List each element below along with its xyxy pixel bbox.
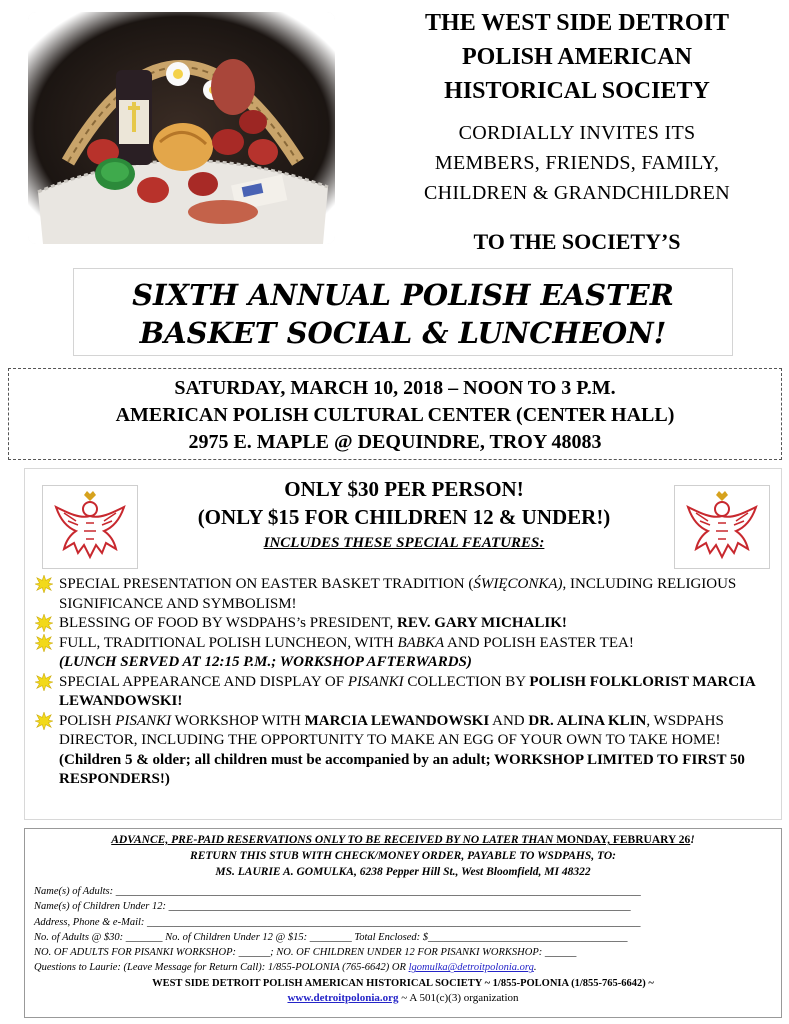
return-instructions: RETURN THIS STUB WITH CHECK/MONEY ORDER, PAYABLE TO WSDPAHS, TO: [190, 850, 616, 862]
list-item: POLISH PISANKI WORKSHOP WITH MARCIA LEWANDOWSKI AND DR. ALINA KLIN, WSDPAHS DIRECTOR, INCLUDING THE OPPORTUNITY TO MAKE AN EGG OF YOUR OWN TO TAKE HOME! (Children 5 & older; all children must be accompanied by an adult; WORKSHOP LIMITED TO FIRST 50 RESPONDERS!) [33, 712, 778, 790]
mailing-address: MS. LAURIE A. GOMULKA, 6238 Pepper Hill St., West Bloomfield, MI 48322 [215, 866, 591, 878]
pricing-features-box [24, 468, 782, 820]
stub-header [25, 832, 781, 880]
adults-names-field[interactable]: Name(s) of Adults: ____________________________________________________________________________________________________ [34, 886, 641, 897]
website-line: www.detroitpolonia.org ~ A 501(c)(3) organization [287, 991, 519, 1004]
pricing [25, 475, 783, 553]
reservation-stub [24, 828, 782, 1018]
starburst-bullet-icon [35, 575, 53, 593]
polish-eagle-icon [42, 485, 138, 569]
workshop-count-field[interactable]: NO. OF ADULTS FOR PISANKI WORKSHOP: ______; NO. OF CHILDREN UNDER 12 FOR PISANKI WORKSHOP: ______ [34, 947, 577, 959]
event-venue: AMERICAN POLISH CULTURAL CENTER (CENTER HALL) [115, 404, 675, 426]
child-price: (ONLY $15 FOR CHILDREN 12 & UNDER!) [197, 505, 611, 529]
organization-name: THE WEST SIDE DETROIT POLISH AMERICAN HISTORICAL SOCIETY [425, 10, 729, 104]
society-contact-footer: WEST SIDE DETROIT POLISH AMERICAN HISTORICAL SOCIETY ~ 1/855-POLONIA (1/855-765-6642) ~ [152, 977, 654, 989]
features-heading: INCLUDES THESE SPECIAL FEATURES: [263, 535, 545, 551]
starburst-bullet-icon [35, 634, 53, 652]
starburst-bullet-icon [35, 712, 53, 730]
easter-basket-photo [28, 12, 335, 244]
event-details [8, 368, 782, 460]
polish-eagle-icon [674, 485, 770, 569]
adult-price: ONLY $30 PER PERSON! [284, 477, 524, 501]
stub-form [25, 884, 781, 976]
questions-line: Questions to Laurie: (Leave Message for Return Call): 1/855-POLONIA (765-6642) OR lgomulka@detroitpolonia.org. [34, 962, 537, 974]
children-names-field[interactable]: Name(s) of Children Under 12: ________________________________________________________________________________________ [34, 901, 631, 913]
list-item: FULL, TRADITIONAL POLISH LUNCHEON, WITH BABKA AND POLISH EASTER TEA! (LUNCH SERVED AT 12:15 P.M.; WORKSHOP AFTERWARDS) [33, 634, 778, 673]
event-date-time: SATURDAY, MARCH 10, 2018 – NOON TO 3 P.M. [174, 377, 616, 399]
starburst-bullet-icon [35, 614, 53, 632]
list-item: SPECIAL APPEARANCE AND DISPLAY OF PISANKI COLLECTION BY POLISH FOLKLORIST MARCIA LEWANDOWSKI! [33, 673, 778, 712]
invitation-text: CORDIALLY INVITES ITS MEMBERS, FRIENDS, FAMILY, CHILDREN & GRANDCHILDREN [423, 122, 731, 204]
reservation-deadline: ADVANCE, PRE-PAID RESERVATIONS ONLY TO BE RECEIVED BY NO LATER THAN MONDAY, FEBRUARY 26! [111, 834, 695, 846]
email-link[interactable]: lgomulka@detroitpolonia.org [408, 962, 534, 974]
contact-field[interactable]: Address, Phone & e-Mail: ______________________________________________________________________________________________ [34, 916, 641, 928]
to-society-text: TO THE SOCIETY’S [473, 229, 681, 254]
starburst-bullet-icon [35, 673, 53, 691]
event-title: SIXTH ANNUAL POLISH EASTER BASKET SOCIAL & LUNCHEON! [73, 268, 733, 356]
counts-field[interactable]: No. of Adults @ $30: _______ No. of Children Under 12 @ $15: ________ Total Enclosed: $______________________________________ [34, 931, 628, 943]
list-item: SPECIAL PRESENTATION ON EASTER BASKET TRADITION (ŚWIĘCONKA), INCLUDING RELIGIOUS SIGNIFICANCE AND SYMBOLISM! [33, 575, 778, 614]
invitation-header [372, 6, 782, 256]
event-address: 2975 E. MAPLE @ DEQUINDRE, TROY 48083 [188, 431, 602, 453]
list-item: BLESSING OF FOOD BY WSDPAHS’s PRESIDENT, REV. GARY MICHALIK! [33, 614, 778, 634]
website-link[interactable]: www.detroitpolonia.org [287, 991, 399, 1004]
features-list [33, 575, 778, 790]
